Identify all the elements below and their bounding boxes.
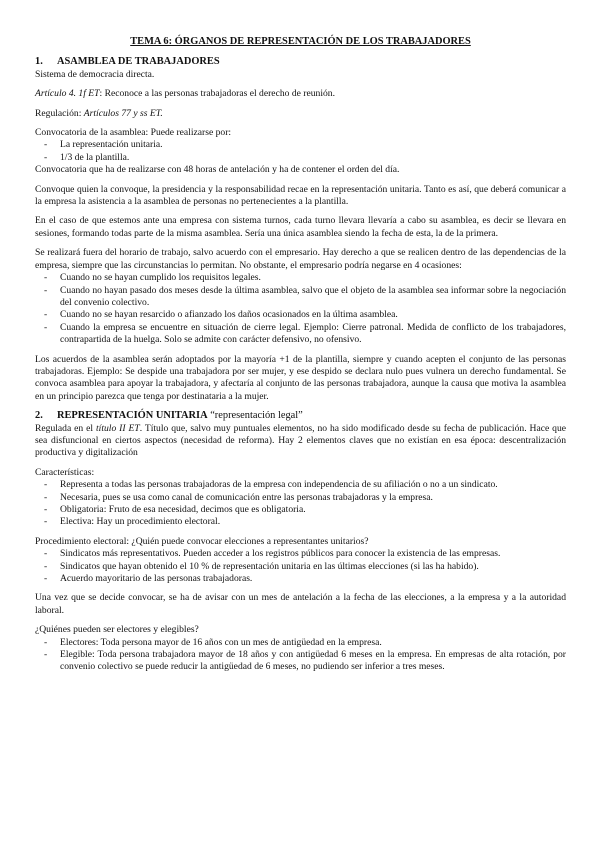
list-item: - Sindicatos más representativos. Pueden acceder a los registros públicos para conocer la existencia de las empresas.	[35, 548, 566, 560]
article-reference	[35, 88, 566, 100]
section-1-heading	[35, 56, 566, 68]
list-item: - Sindicatos que hayan obtenido el 10 % de representación unitaria en las últimas elecciones (si las ha habido).	[35, 561, 566, 573]
list-item: - Electores: Toda persona mayor de 16 años con un mes de antigüedad en la empresa.	[35, 637, 566, 649]
procedimiento-intro: Procedimiento electoral: ¿Quién puede convocar elecciones a representantes unitarios?	[35, 535, 369, 547]
convocatoria-intro: Convocatoria de la asamblea: Puede realizarse por:	[35, 127, 232, 139]
paragraph-regulada	[35, 423, 566, 460]
electores-intro: ¿Quiénes pueden ser electores y elegibles?	[35, 624, 199, 636]
list-item: - Obligatoria: Fruto de esa necesidad, decimos que es obligatoria.	[35, 504, 566, 516]
caracteristicas-list	[35, 479, 566, 529]
section-2-heading	[35, 410, 566, 422]
list-item: - La representación unitaria.	[35, 139, 566, 151]
section-2-title: REPRESENTACIÓN UNITARIA	[57, 410, 208, 422]
list-item: - Cuando no se hayan cumplido los requisitos legales.	[35, 272, 566, 284]
section-1-subtitle: Sistema de democracia directa.	[35, 68, 155, 80]
regulada-text-b: . Título que, salvo muy puntuales elementos, no ha sido modificado desde su fecha de publicación. Hace que sea disfuncional en ciertos aspectos (necesidad de reforma). Hay 2 elementos claves que no existían en esa época: descentralización productiva y digitalización	[35, 422, 567, 459]
document-title: TEMA 6: ÓRGANOS DE REPRESENTACIÓN DE LOS TRABAJADORES	[130, 36, 471, 47]
paragraph-turnos: En el caso de que estemos ante una empresa con sistema turnos, cada turno llevara llevaría a cabo su asamblea, es decir se llevara en sesiones, formando todas parte de la misma asamblea. Sería una única asamblea siendo la fecha de esta, la de la primera.	[35, 215, 566, 239]
list-item: - 1/3 de la plantilla.	[35, 152, 566, 164]
list-item: - Elegible: Toda persona trabajadora mayor de 18 años y con antigüedad 6 meses en la empresa. En empresas de alta rotación, por convenio colectivo se puede reducir la antigüedad de 6 meses, no pudiendo ser inferior a tres meses.	[35, 649, 566, 674]
list-item: - Acuerdo mayoritario de las personas trabajadoras.	[35, 573, 566, 585]
section-2-title-extra: “representación legal”	[207, 410, 303, 422]
negarse-list	[35, 272, 566, 346]
article-ref-text: : Reconoce a las personas trabajadoras el derecho de reunión.	[99, 88, 335, 100]
section-2-number: 2.	[35, 410, 43, 422]
section-1-title: ASAMBLEA DE TRABAJADORES	[57, 56, 220, 68]
procedimiento-list	[35, 548, 566, 585]
electores-list	[35, 637, 566, 674]
regulation-ref: Artículos 77 y ss ET.	[83, 107, 163, 119]
list-item: - Representa a todas las personas trabajadoras de la empresa con independencia de su afiliación o no a un sindicato.	[35, 479, 566, 491]
regulada-italic: título II ET	[96, 422, 140, 434]
paragraph-acuerdos: Los acuerdos de la asamblea serán adoptados por la mayoría +1 de la plantilla, siempre y cuando acepten el conjunto de las personas trabajadoras. Ejemplo: Se despide una trabajadora por ser mujer, y ese despido se declara nulo pues vulnera un derecho fundamental. Se convoca asamblea para apoyar la trabajadora, y afectaría al conjunto de las personas trabajadora, aunque la causa que motiva la asamblea en un principio parezca que tenga por destinataria a la mujer.	[35, 353, 566, 402]
regulada-text-a: Regulada en el	[35, 422, 96, 434]
paragraph-presidencia: Convoque quien la convoque, la presidencia y la responsabilidad recae en la representación unitaria. Tanto es así, que deberá comunicar a la empresa la asistencia a la asamblea de personas no pertenecientes a la plantilla.	[35, 183, 566, 208]
paragraph-horario: Se realizará fuera del horario de trabajo, salvo acuerdo con el empresario. Hay derecho a que se realicen dentro de las dependencias de la empresa, siempre que las circunstancias lo permitan. No obstante, el empresario podría negarse en 4 ocasiones:	[35, 247, 566, 271]
convocatoria-after: Convocatoria que ha de realizarse con 48 horas de antelación y ha de contener el orden del día.	[35, 164, 400, 176]
caracteristicas-intro: Características:	[35, 466, 95, 478]
list-item: - Necesaria, pues se usa como canal de comunicación entre las personas trabajadoras y la empresa.	[35, 492, 566, 504]
list-item: - Cuando no hayan pasado dos meses desde la última asamblea, salvo que el objeto de la asamblea sea informar sobre la negociación del convenio colectivo.	[35, 285, 566, 310]
list-item: - Cuando la empresa se encuentre en situación de cierre legal. Ejemplo: Cierre patronal. Medida de conflicto de los trabajadores, contrapartida de la huelga. Solo se admite con carácter defensivo, no ofensivo.	[35, 322, 566, 347]
convocatoria-list	[35, 139, 566, 164]
article-ref-italic: Artículo 4. 1f ET	[35, 88, 100, 100]
section-1-number: 1.	[35, 56, 43, 68]
list-item: - Electiva: Hay un procedimiento electoral.	[35, 516, 566, 528]
regulation-line	[35, 108, 566, 120]
paragraph-aviso: Una vez que se decide convocar, se ha de avisar con un mes de antelación a la fecha de las elecciones, a la empresa y a la autoridad laboral.	[35, 592, 566, 616]
list-item: - Cuando no se hayan resarcido o afianzado los daños ocasionados en la última asamblea.	[35, 309, 566, 321]
regulation-label: Regulación:	[35, 107, 84, 119]
